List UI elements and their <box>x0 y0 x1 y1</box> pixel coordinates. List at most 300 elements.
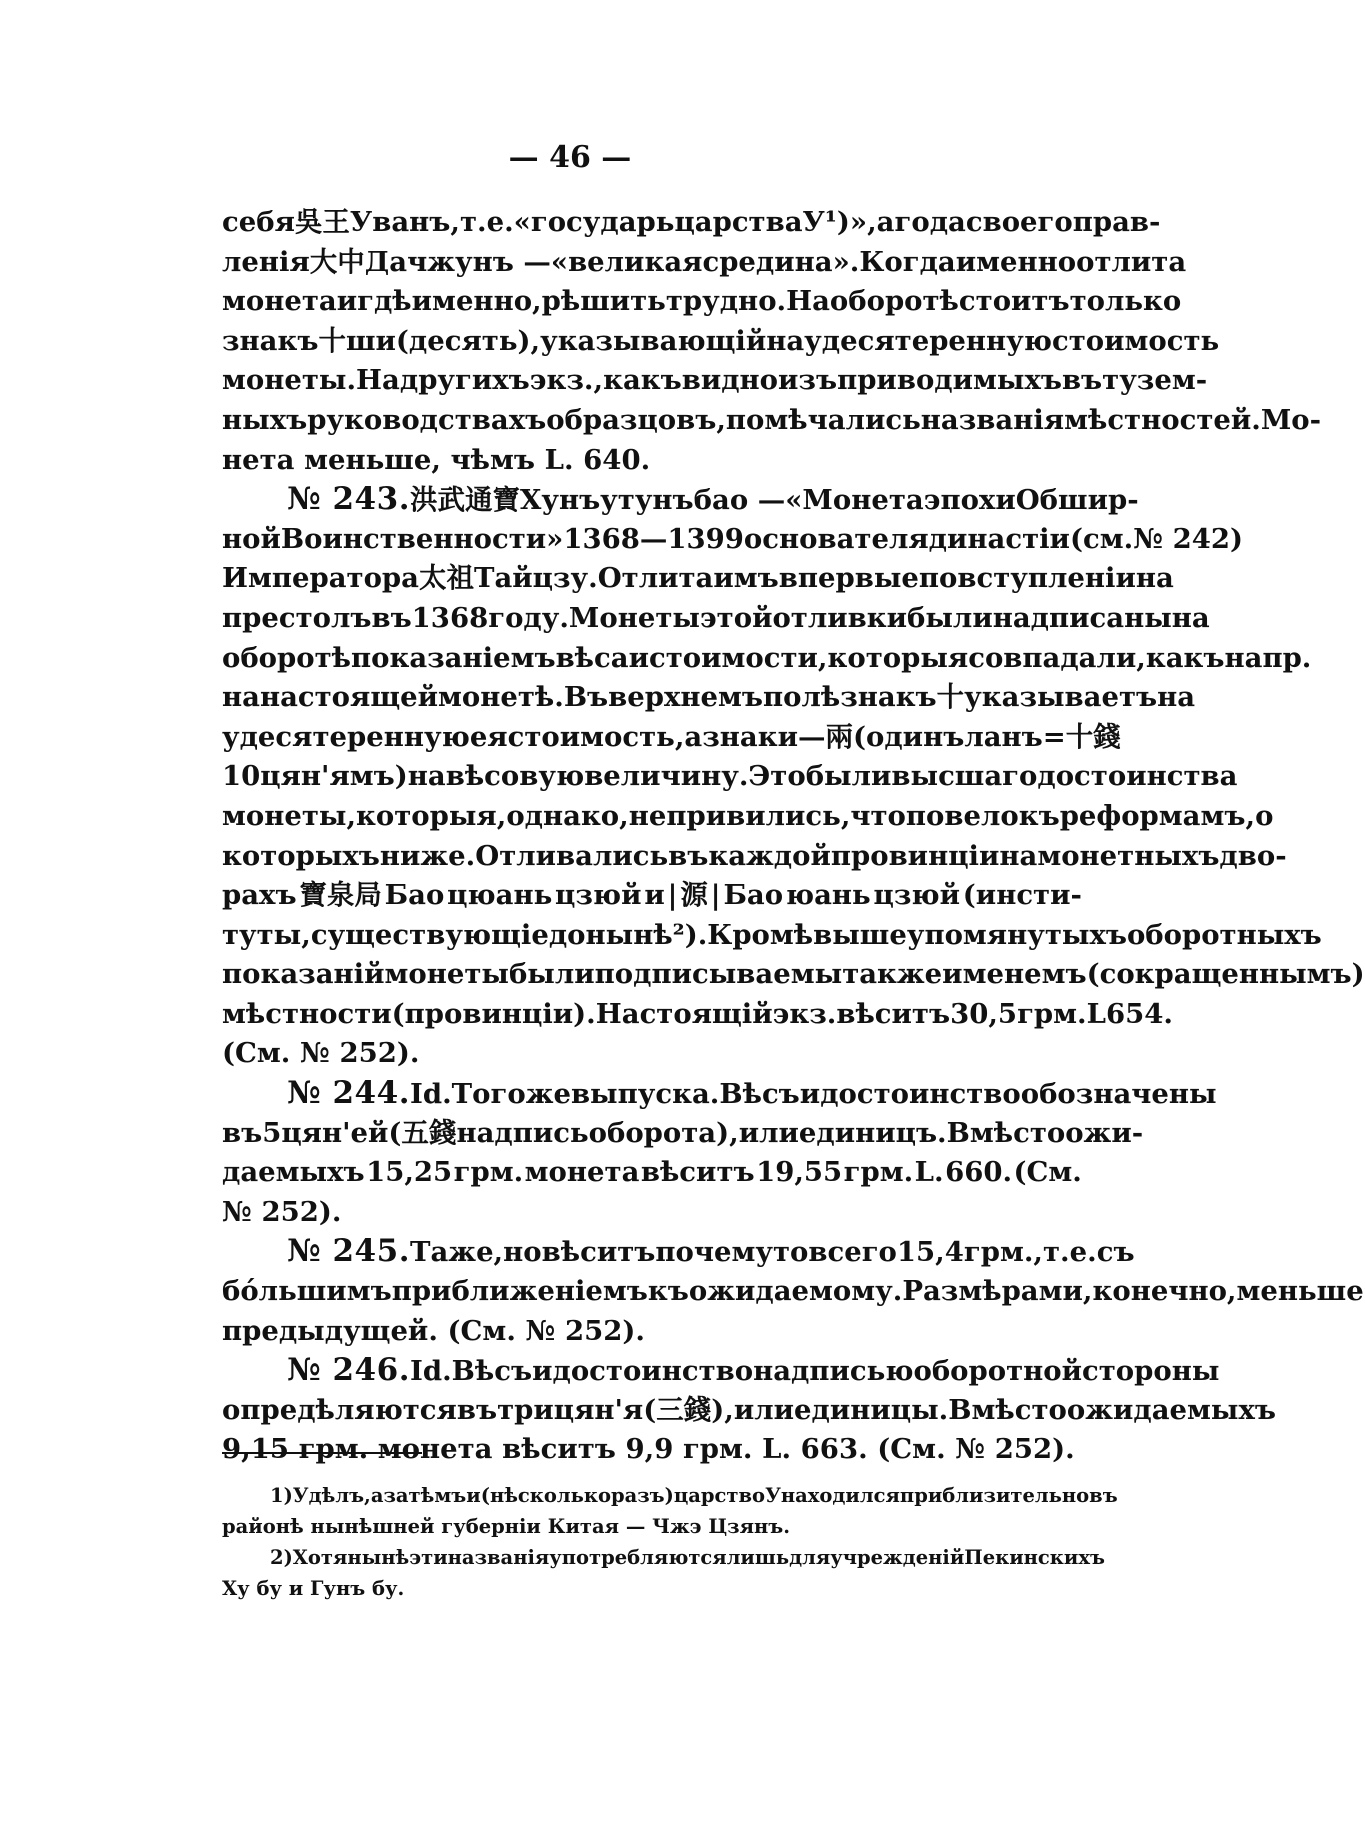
word: рѣшить <box>541 285 666 318</box>
word: Мо- <box>1260 403 1322 436</box>
word: средина». <box>702 245 860 278</box>
word: затѣмъ <box>383 1484 467 1507</box>
word: названія <box>447 1546 550 1569</box>
entry-number: № 244. <box>287 1075 410 1112</box>
word: вѣса <box>555 641 629 674</box>
word: у <box>600 484 618 517</box>
word: надписаны <box>992 601 1172 634</box>
word: № 252). <box>525 1314 645 1347</box>
word: эти <box>409 1546 448 1569</box>
chinese-characters: 大中 <box>309 245 365 278</box>
word: удесятеренную <box>804 324 1052 357</box>
word: L. <box>544 443 574 476</box>
word: величину. <box>584 760 749 793</box>
word: на <box>1135 562 1174 595</box>
word: каждой <box>708 839 831 872</box>
word: себя <box>222 206 295 238</box>
word: Размѣрами, <box>902 1275 1093 1308</box>
word: руководствахъ <box>307 403 547 436</box>
text-line <box>222 639 1312 679</box>
text-line <box>222 1430 1082 1470</box>
word: достоинство <box>820 1078 1021 1111</box>
word: тунъ <box>617 484 694 517</box>
text-line <box>222 955 1365 995</box>
word: въ <box>371 601 412 634</box>
word: (см. <box>1069 522 1134 555</box>
word: не <box>628 799 667 832</box>
word: монета <box>377 1433 493 1466</box>
word: приблизительно <box>899 1484 1090 1507</box>
word: выпуска. <box>570 1078 720 1111</box>
word: Бао <box>384 879 445 912</box>
word: монеты <box>384 958 509 991</box>
word: грм. <box>298 1433 369 1466</box>
word: цзу. <box>532 562 598 595</box>
word: нынѣшней <box>310 1515 435 1538</box>
word: гдѣ <box>357 285 412 318</box>
word: единицъ. <box>798 1116 947 1149</box>
word: бо́льшимъ <box>222 1275 392 1308</box>
text-line <box>222 322 1220 362</box>
word: Монеты <box>568 601 700 634</box>
word: вступленіи <box>957 562 1136 595</box>
word: Того <box>451 1078 526 1111</box>
word: L. <box>914 1156 944 1189</box>
word: реформамъ, <box>1059 799 1256 832</box>
word: ожи- <box>1065 1116 1144 1149</box>
word: напр. <box>1224 641 1312 674</box>
word: на <box>999 839 1038 872</box>
chinese-characters: 源 <box>680 879 708 912</box>
word: «Монета <box>785 484 924 517</box>
word: № 242) <box>1133 522 1244 555</box>
word: бу. <box>372 1577 405 1600</box>
text-line <box>222 916 1322 956</box>
word: только <box>1069 285 1182 318</box>
word: основателя <box>743 522 929 555</box>
word: именемъ <box>942 958 1087 991</box>
word: въ <box>1061 364 1103 397</box>
word: нынѣ <box>347 1546 410 1569</box>
footnotes <box>222 1480 1118 1604</box>
word: экз., <box>529 364 604 397</box>
chinese-characters: 太祖 <box>418 562 474 595</box>
word: этой <box>699 601 773 634</box>
word: (сокращеннымъ) <box>1086 958 1365 991</box>
word: ея <box>469 720 508 753</box>
word: то <box>772 1236 809 1269</box>
word: стороны <box>1082 1355 1220 1388</box>
word: бу <box>256 1577 282 1600</box>
word: юань <box>785 879 871 912</box>
text-line <box>222 480 1139 520</box>
word: L. <box>762 1433 792 1466</box>
word: видно <box>681 364 779 397</box>
word: Вмѣсто <box>946 1116 1066 1149</box>
word: и <box>532 1355 553 1388</box>
text-line <box>222 282 1182 322</box>
text-line <box>222 1114 1144 1154</box>
word: На <box>786 285 830 318</box>
word: на <box>222 681 260 714</box>
word: L <box>1086 997 1106 1030</box>
word: ожидаемому. <box>688 1275 903 1308</box>
word: что <box>850 799 906 832</box>
word: знакъ <box>222 324 319 357</box>
word: 9,9 <box>625 1433 674 1466</box>
text-line <box>222 1351 1220 1391</box>
word: 2) <box>270 1546 293 1569</box>
word: районѣ <box>222 1515 304 1538</box>
word: 660. <box>945 1156 1013 1189</box>
word: помѣчались <box>725 403 921 436</box>
word: Хунъ <box>520 484 601 517</box>
word: оборотѣ <box>222 641 351 674</box>
word: были <box>907 601 993 634</box>
word: Китая <box>547 1515 620 1538</box>
word: рахъ <box>222 879 297 912</box>
word: Настоящій <box>595 997 773 1030</box>
word: (См. <box>1013 1156 1082 1189</box>
text-line <box>222 520 1244 560</box>
chinese-characters: 十錢 <box>1065 720 1121 753</box>
word: и <box>336 285 358 318</box>
word: № 252). <box>955 1433 1075 1466</box>
word: впервые <box>778 562 919 595</box>
chinese-characters: 洪武通寶 <box>410 484 520 517</box>
word: и <box>628 641 649 674</box>
word: оборотѣ <box>829 285 959 318</box>
word: приводимыхъ <box>837 364 1062 397</box>
word: 1368—1399 <box>563 522 744 555</box>
word: цян'ей <box>281 1116 389 1149</box>
word: грм. <box>843 1156 914 1189</box>
word: всего <box>808 1236 897 1269</box>
word: года <box>894 206 966 238</box>
text-line <box>222 243 1187 283</box>
word: вѣситъ <box>502 1433 616 1466</box>
word: и <box>799 1078 821 1111</box>
word: которыя <box>827 641 969 674</box>
word: Воинственности» <box>280 522 564 555</box>
text-line <box>222 599 1210 639</box>
word: цзюй <box>873 879 960 912</box>
word: названія <box>920 403 1065 436</box>
word: вѣситъ <box>836 997 951 1030</box>
word: вѣситъ <box>640 1156 755 1189</box>
word: 15,25 <box>366 1156 453 1189</box>
footnote-line <box>222 1480 1118 1511</box>
word: верхнемъ <box>608 681 763 714</box>
word: Та <box>410 1236 449 1269</box>
word: привились, <box>666 799 851 832</box>
word: Удѣлъ, <box>292 1484 371 1507</box>
word: цзюй <box>555 879 642 912</box>
word: (См. <box>877 1433 946 1466</box>
word: на <box>1157 681 1196 714</box>
word: удесятеренную <box>222 720 470 753</box>
word: 654. <box>1105 997 1173 1030</box>
word: лишь <box>726 1546 790 1569</box>
word: въ <box>456 1393 498 1426</box>
word: эпохи <box>923 484 1016 517</box>
word: Да <box>364 245 408 278</box>
word: — <box>798 720 826 753</box>
word: но <box>503 1236 542 1269</box>
word: Императора <box>222 562 419 595</box>
word: стоитъ <box>958 285 1070 318</box>
word: 663. <box>800 1433 868 1466</box>
word: дво- <box>1219 839 1287 872</box>
word: въ <box>222 1116 263 1149</box>
word: монеты, <box>222 799 357 832</box>
word: отливки <box>772 601 908 634</box>
word: другихъ <box>399 364 530 397</box>
word: династіи <box>928 522 1070 555</box>
word: совпадали, <box>968 641 1146 674</box>
word: Чжэ <box>652 1515 702 1538</box>
word: же <box>525 1078 571 1111</box>
word: т. <box>459 206 487 238</box>
word: вышеупомянутыхъ <box>813 918 1127 951</box>
chinese-characters: 十 <box>318 324 346 357</box>
word: а <box>876 206 895 238</box>
word: полѣ <box>763 681 841 714</box>
word: стоимость <box>1051 324 1220 357</box>
footnote-line <box>222 1542 1105 1573</box>
word: знакъ <box>840 681 937 714</box>
word: 1368 <box>411 601 489 634</box>
word: единицы. <box>794 1393 949 1426</box>
footnote-line <box>222 1573 1082 1604</box>
word: Бао <box>723 879 784 912</box>
word: подписываемы <box>594 958 843 991</box>
word: У <box>349 206 373 238</box>
word: чжунъ — <box>407 245 551 278</box>
word: бао — <box>693 484 786 517</box>
main-text <box>222 203 1365 1470</box>
word: е. <box>1069 1236 1097 1269</box>
word: мѣстностей. <box>1064 403 1261 436</box>
word: показаній <box>222 958 385 991</box>
word: или <box>738 1116 799 1149</box>
word: на <box>1171 601 1210 634</box>
word: или <box>733 1393 795 1426</box>
word: | <box>667 879 678 912</box>
text-line <box>222 757 1238 797</box>
word: На <box>356 364 400 397</box>
word: на <box>766 324 805 357</box>
word: къ <box>647 1275 689 1308</box>
word: № 252). <box>222 1195 342 1228</box>
word: оборотныхъ <box>1126 918 1322 951</box>
entry-number: № 246. <box>287 1352 410 1389</box>
text-line <box>222 1272 1364 1312</box>
word: (одинъ <box>853 720 965 753</box>
word: были <box>805 760 892 793</box>
word: именно, <box>411 285 542 318</box>
word: на <box>407 760 446 793</box>
word: цян'я <box>553 1393 644 1426</box>
word: (См. <box>447 1314 516 1347</box>
word: къ <box>1018 799 1060 832</box>
word: употребляются <box>549 1546 727 1569</box>
word: которыя, <box>356 799 507 832</box>
word: (См. <box>222 1037 291 1070</box>
text-line <box>222 1232 1135 1272</box>
word: оборотной <box>913 1355 1082 1388</box>
word: 19,55 <box>756 1156 843 1189</box>
word: т. <box>1043 1236 1070 1269</box>
page-number: — 46 — <box>508 140 632 175</box>
word: = <box>1042 720 1066 753</box>
word: донынѣ²). <box>548 918 708 951</box>
word: Вмѣсто <box>948 1393 1067 1426</box>
word: также <box>842 958 943 991</box>
word: Вѣсъ <box>719 1078 800 1111</box>
word: находился <box>780 1484 900 1507</box>
word: для <box>789 1546 831 1569</box>
word: прав- <box>1072 206 1161 238</box>
word: стоимость, <box>507 720 685 753</box>
text-line <box>222 837 1287 877</box>
word: надпись <box>456 1116 589 1149</box>
word: о <box>1255 799 1274 832</box>
word: опредѣляются <box>222 1393 457 1426</box>
word: Хотя <box>292 1546 348 1569</box>
word: же, <box>448 1236 504 1269</box>
word: указываетъ <box>964 681 1158 714</box>
word: году. <box>488 601 569 634</box>
word: Когда <box>859 245 956 278</box>
word: мѣстности <box>222 997 392 1030</box>
word: 10 <box>222 760 261 793</box>
word: надписью <box>753 1355 914 1388</box>
word: монета <box>524 1156 640 1189</box>
word: цюань <box>447 879 553 912</box>
word: Отлита <box>597 562 714 595</box>
word: губерніи <box>441 1515 541 1538</box>
word: показаніемъ <box>350 641 556 674</box>
word: имъ <box>713 562 779 595</box>
word: въ <box>668 839 709 872</box>
word: разъ) <box>610 1484 674 1507</box>
word: грм., <box>963 1236 1043 1269</box>
word: вѣсовую <box>445 760 585 793</box>
word: своего <box>965 206 1073 238</box>
word: меньше <box>1236 1275 1364 1308</box>
word: тузем- <box>1102 364 1208 397</box>
word: (десять), <box>395 324 541 357</box>
word: почему <box>655 1236 773 1269</box>
text-line <box>222 441 1082 481</box>
word: цян'ямъ) <box>260 760 408 793</box>
word: — <box>625 1515 646 1538</box>
word: обозначены <box>1020 1078 1217 1111</box>
word: царство <box>673 1484 766 1507</box>
word: 15,4 <box>896 1236 964 1269</box>
text-line <box>222 995 1173 1035</box>
word: Это <box>748 760 806 793</box>
text-line <box>222 361 1208 401</box>
word: ши <box>345 324 396 357</box>
word: учрежденій <box>830 1546 965 1569</box>
word: какъ <box>603 364 682 397</box>
word: (нѣсколько <box>480 1484 611 1507</box>
word: Тай <box>473 562 533 595</box>
word: были <box>508 958 595 991</box>
entry-number: № 245. <box>287 1233 410 1270</box>
word: высшаго <box>891 760 1038 793</box>
chinese-characters: 寶泉局 <box>299 879 382 912</box>
word: ленія <box>222 245 310 278</box>
word: настоящей <box>259 681 438 714</box>
word: Пекинскихъ <box>964 1546 1105 1569</box>
word: Id. <box>410 1078 452 1111</box>
text-line <box>222 401 1322 441</box>
word: экз. <box>772 997 837 1030</box>
word: достоинства <box>1037 760 1238 793</box>
word: и <box>466 1484 481 1507</box>
word: конечно, <box>1092 1275 1237 1308</box>
word: по <box>918 562 958 595</box>
word: даемыхъ <box>222 1156 365 1189</box>
word: образцовъ, <box>546 403 726 436</box>
word: однако, <box>506 799 629 832</box>
word: приближеніемъ <box>391 1275 648 1308</box>
word: какъ <box>1145 641 1225 674</box>
text-line <box>222 1193 1082 1233</box>
word: ланъ <box>964 720 1043 753</box>
word: провинціи <box>830 839 1000 872</box>
word: грм. <box>1017 997 1087 1030</box>
word: указывающій <box>540 324 767 357</box>
text-line <box>222 876 1082 916</box>
chinese-characters: 十 <box>936 681 965 714</box>
word: № 252). <box>300 1037 420 1070</box>
footnote-separator <box>222 1452 422 1454</box>
word: въ <box>1089 1484 1118 1507</box>
word: и <box>288 1577 304 1600</box>
text-line <box>222 203 1161 243</box>
word: (инсти- <box>962 879 1082 912</box>
word: монетѣ. <box>438 681 564 714</box>
word: а <box>684 720 703 753</box>
word: Id. <box>410 1355 452 1388</box>
word: трудно. <box>665 285 787 318</box>
word: | <box>710 879 721 912</box>
word: и <box>644 879 665 912</box>
chinese-characters: 吳王 <box>294 206 350 238</box>
word: престолъ <box>222 601 372 634</box>
word: именно <box>955 245 1077 278</box>
word: Кромѣ <box>707 918 814 951</box>
word: меньше, <box>304 443 441 476</box>
word: Гунъ <box>310 1577 366 1600</box>
word: повело <box>905 799 1019 832</box>
word: У¹)», <box>802 206 877 238</box>
word: грм. <box>682 1433 753 1466</box>
text-line <box>222 1391 1276 1431</box>
word: монетныхъ <box>1037 839 1220 872</box>
word: (провинціи). <box>391 997 596 1030</box>
word: стоимости, <box>648 641 828 674</box>
word: 1) <box>270 1484 293 1507</box>
text-line <box>222 797 1274 837</box>
entry-number: № 243. <box>287 481 410 518</box>
word: Цзянъ. <box>708 1515 791 1538</box>
word: Ху <box>222 1577 250 1600</box>
